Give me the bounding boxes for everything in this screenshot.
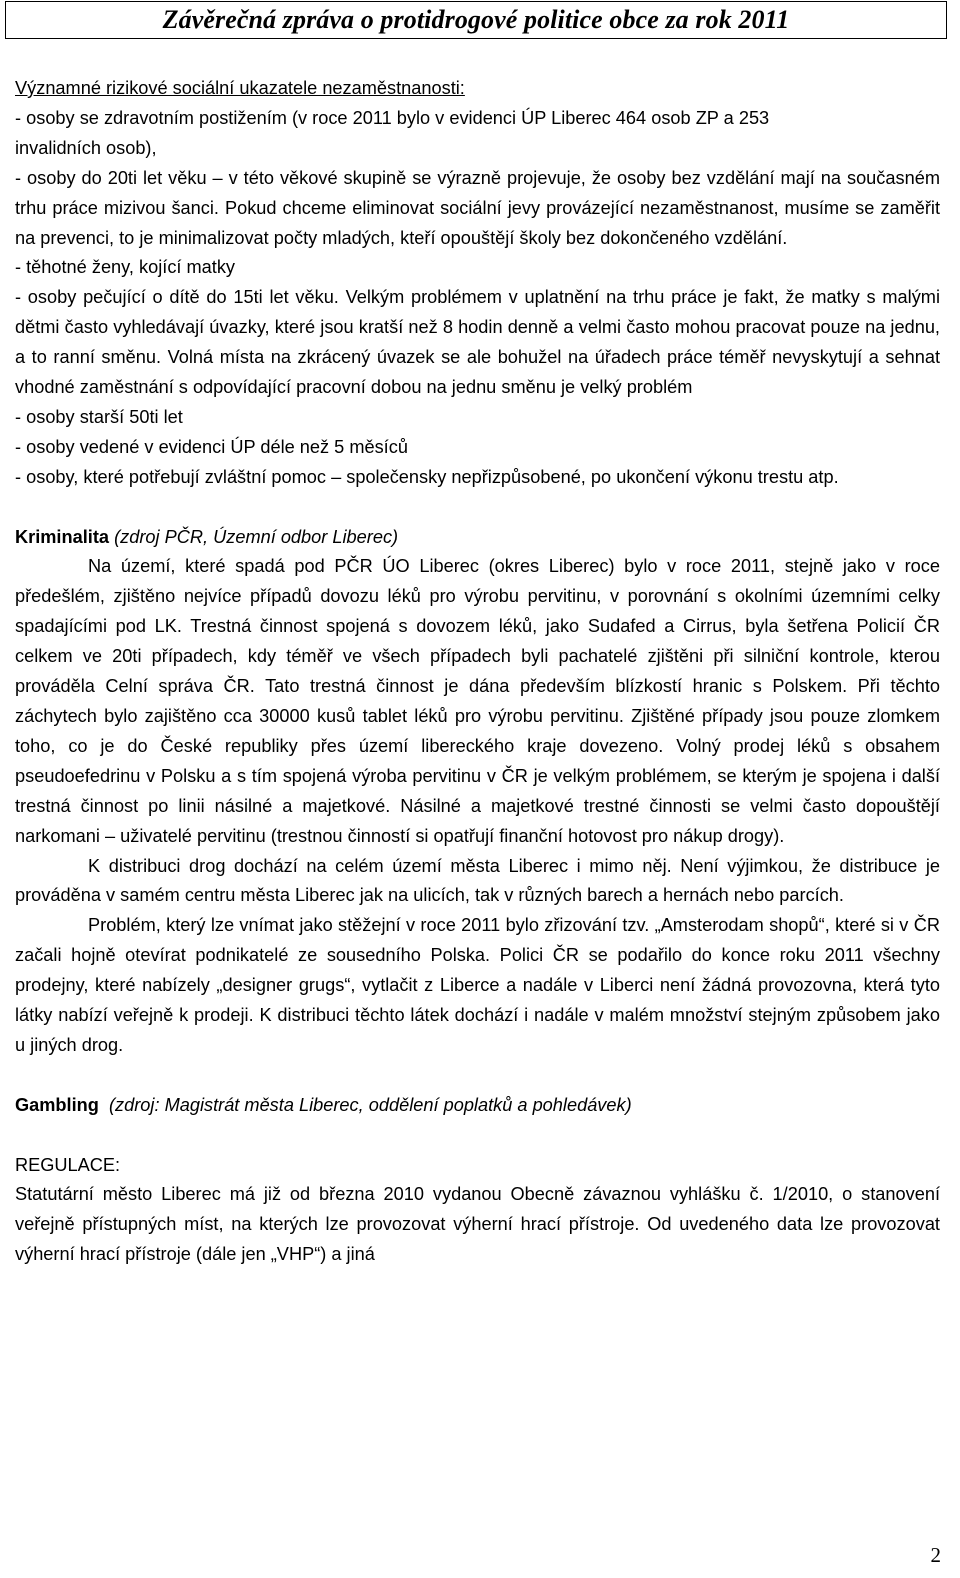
gambling-source: (zdroj: Magistrát města Liberec, oddělení poplatků a pohledávek): [108, 1094, 632, 1115]
section-spacer: [15, 493, 940, 523]
document-body: [15, 74, 940, 1270]
unemployment-item-7: - osoby, které potřebují zvláštní pomoc – společensky nepřizpůsobené, po ukončení výkonu trestu atp.: [15, 466, 839, 487]
report-title-box: [5, 1, 947, 39]
crime-paragraph-2: K distribuci drog dochází na celém území města Liberec i mimo něj. Není výjimkou, že distribuce je prováděna v samém centru města Liberec jak na ulicích, tak v různých barech a hernách nebo parcích.: [15, 855, 940, 906]
report-title: Závěrečná zpráva o protidrogové politice obce za rok 2011: [162, 5, 790, 34]
unemployment-heading: Významné rizikové sociální ukazatele nezaměstnanosti:: [15, 78, 465, 98]
crime-paragraph-1: Na území, které spadá pod PČR ÚO Liberec (okres Liberec) bylo v roce 2011, stejně jako v roce předešlém, zjištěno nejvíce případů dovozu léků pro výrobu pervitinu, v porovnání s okolními územními celky spadajícími pod LK. Trestná činnost spojená s dovozem léků, jako Sudafed a Cirrus, byla šetřena Policií ČR celkem ve 20ti případech, kdy téměř ve všech případech byli pachatelé zjištěni při silniční kontrole, kterou prováděla Celní správa ČR. Tato trestná činnost je dána především blízkostí hranic s Polskem. Při těchto záchytech bylo zajištěno cca 30000 kusů tablet léků pro výrobu pervitinu. Zjištěné případy jsou pouze zlomkem toho, co je do České republiky přes území libereckého kraje dovezeno. Volný prodej léků s obsahem pseudoefedrinu v Polsku a s tím spojená výroba pervitinu v ČR je velkým problémem, se kterým je spojena i další trestná činnost po linii násilné a majetkové. Násilné a majetkové trestné činnosti se velmi často dopouštějí narkomani – uživatelé pervitinu (trestnou činností si opatřují finanční hotovost pro nákup drogy).: [15, 556, 940, 846]
unemployment-item-1-line-1: - osoby se zdravotním postižením (v roce 2011 bylo v evidenci ÚP Liberec 464 osob ZP a 253: [15, 107, 770, 128]
regulation-paragraph: Statutární město Liberec má již od března 2010 vydanou Obecně závaznou vyhlášku č. 1/2010, o stanovení veřejně přístupných míst, na kterých lze provozovat výherní hrací přístroje. Od uvedeného data lze provozovat výherní hrací přístroje (dále jen „VHP“) a jiná: [15, 1184, 940, 1265]
unemployment-item-4: - osoby pečující o dítě do 15ti let věku. Velkým problémem v uplatnění na trhu práce je fakt, že matky s malými dětmi často vyhledávají úvazky, které jsou kratší než 8 hodin denně a velmi často mohou pracovat pouze na jednu, a to ranní směnu. Volná místa na zkrácený úvazek se ale bohužel na úřadech práce téměř nevyskytují a sehnat vhodné zaměstnání s odpovídající pracovní dobou na jednu směnu je velký problém: [15, 287, 940, 398]
regulation-heading: REGULACE:: [15, 1154, 121, 1175]
crime-heading: [15, 523, 940, 553]
unemployment-item-2: - osoby do 20ti let věku – v této věkové skupině se výrazně projevuje, že osoby bez vzdělání mají na současném trhu práce mizivou šanci. Pokud chceme eliminovat sociální jevy provázející nezaměstnanost, musíme se zaměřit na prevenci, to je minimalizovat počty mladých, kteří opouštějí školy bez dokončeného vzdělání.: [15, 167, 940, 248]
crime-paragraph-3: Problém, který lze vnímat jako stěžejní v roce 2011 bylo zřizování tzv. „Amsterodam shopů“, které si v ČR začali hojně otevírat podnikatelé ze sousedního Polska. Polici ČR se podařilo do konce roku 2011 všechny prodejny, které nabízely „designer grugs“, vytlačit z Liberce a nadále v Liberci není žádná provozovna, která tyto látky nabízí veřejně k prodeji. K distribuci těchto látek dochází i nadále v malém množství stejným způsobem jako u jiných drog.: [15, 915, 940, 1055]
unemployment-item-3: - těhotné ženy, kojící matky: [15, 257, 236, 278]
unemployment-item-1-line-2: invalidních osob),: [15, 137, 157, 158]
crime-source: (zdroj PČR, Územní odbor Liberec): [114, 526, 399, 547]
gambling-heading-label: Gambling: [15, 1094, 99, 1115]
unemployment-item-5: - osoby starší 50ti let: [15, 406, 183, 427]
page-number: 2: [930, 1543, 941, 1567]
unemployment-item-6: - osoby vedené v evidenci ÚP déle než 5 měsíců: [15, 436, 408, 457]
gambling-heading: [15, 1091, 940, 1121]
section-spacer: [15, 1061, 940, 1091]
crime-heading-label: Kriminalita: [15, 526, 109, 547]
section-spacer: [15, 1121, 940, 1151]
